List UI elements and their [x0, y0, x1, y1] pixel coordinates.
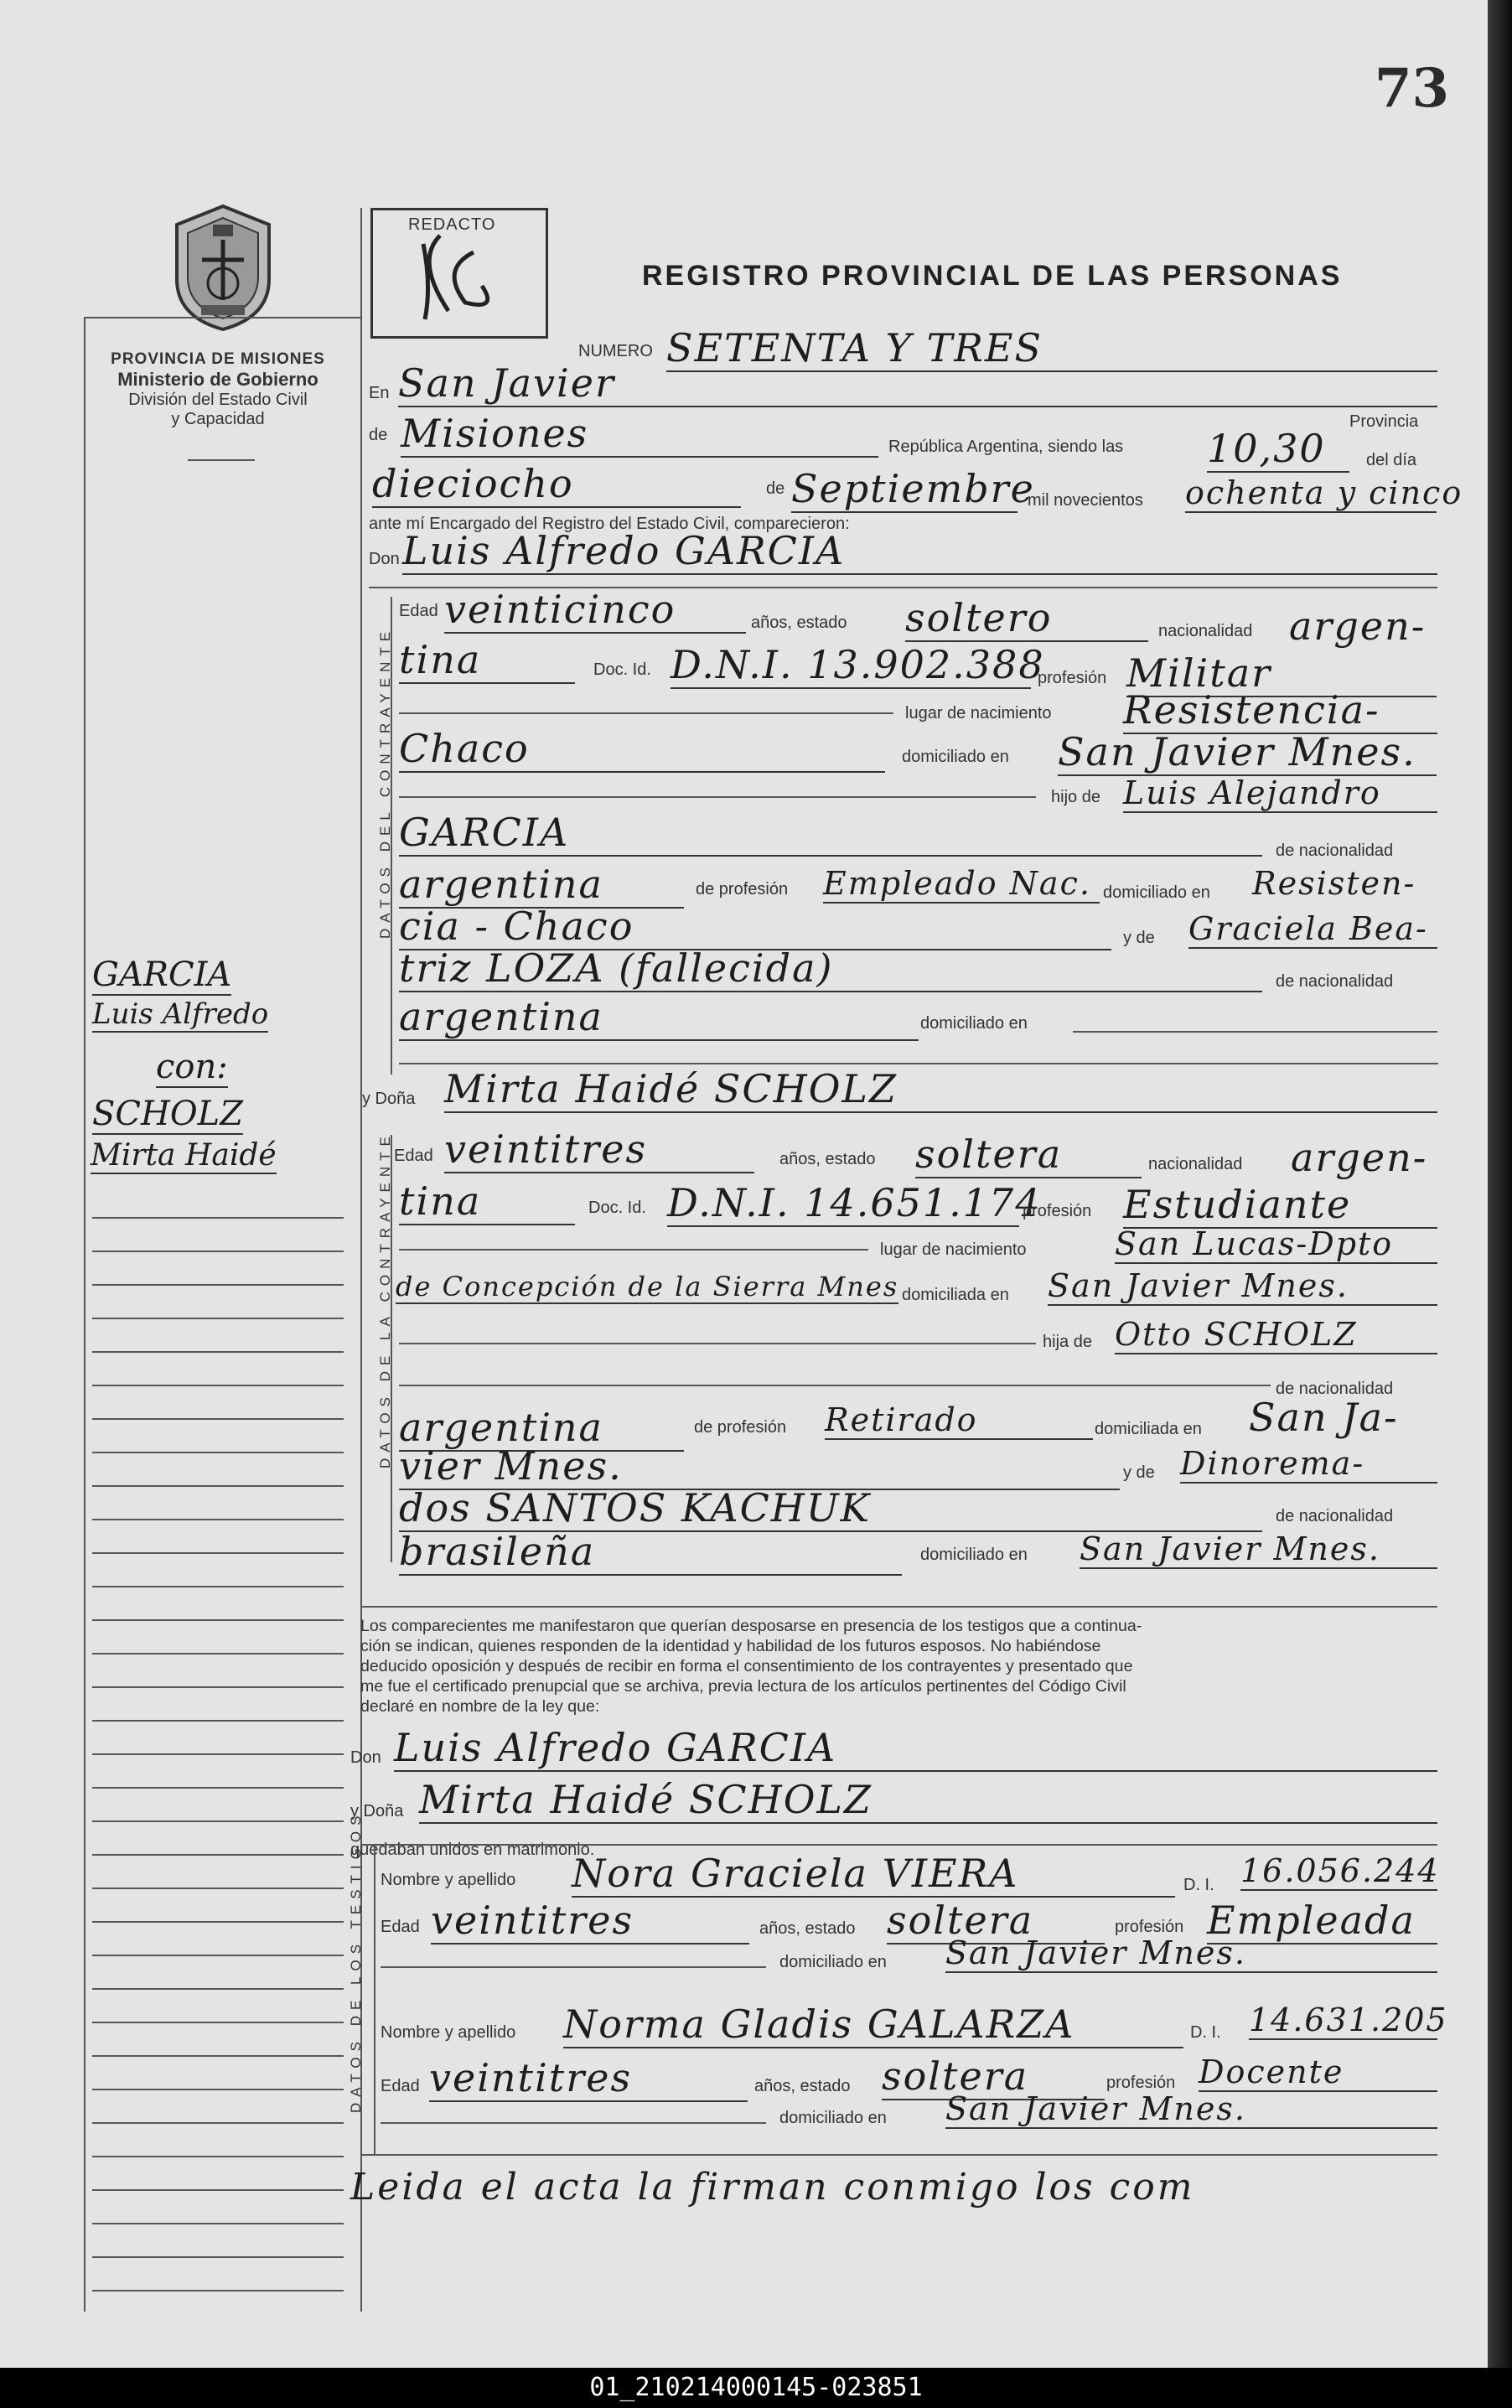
rule [360, 2154, 1437, 2156]
month: Septiembre [791, 466, 1035, 511]
margin-rule [92, 1519, 344, 1520]
margin-rule [92, 1217, 344, 1219]
margin-rule [92, 2055, 344, 2057]
w1-name: Nora Graciela VIERA [572, 1851, 1175, 1898]
dona2-label: y Doña [350, 1802, 404, 1820]
m-domic-label: domiciliado en [902, 748, 1009, 766]
margin-rule [92, 1686, 344, 1688]
f-domic-label: domiciliada en [902, 1286, 1009, 1304]
f-estado-label: años, estado [779, 1150, 876, 1168]
margin-groom-name: Luis Alfredo [92, 997, 269, 1031]
quedaban-label: quedaban unidos en matrimonio. [350, 1841, 595, 1859]
margin-rule [92, 1452, 344, 1453]
groom-name-2: Luis Alfredo GARCIA [394, 1725, 1437, 1772]
t2-edad-label: Edad [381, 2077, 420, 2095]
en-label: En [369, 384, 390, 402]
w2-id: 14.631.205 [1249, 2001, 1448, 2038]
m-padre-prof-label: de profesión [696, 880, 789, 898]
margin-rule [92, 1787, 344, 1789]
m-birthplace: Resistencia- [1123, 687, 1437, 734]
m-father-cont: GARCIA [399, 810, 1262, 857]
m-padre-dom-label: domiciliado en [1103, 883, 1210, 902]
f-y-de-label: y de [1123, 1463, 1155, 1482]
w2-age: veintitres [429, 2055, 748, 2102]
margin-rule [92, 1820, 344, 1822]
numero-label: NUMERO [578, 342, 653, 360]
margin-rule [92, 2122, 344, 2124]
m-father-profession: Empleado Nac. [823, 865, 1100, 904]
f-prof-label: profesión [1023, 1202, 1092, 1220]
paragraph-line: deducido oposición y después de recibir en forma el consentimiento de los contrayentes y presentado que [360, 1657, 1133, 1675]
m-father: Luis Alejandro [1123, 774, 1437, 813]
m-madre-dom-label: domiciliado en [920, 1014, 1028, 1033]
m-profession: Militar [1126, 650, 1437, 697]
f-mother-nationality: brasileña [399, 1529, 902, 1576]
left-header [84, 350, 352, 429]
t1-prof-label: profesión [1115, 1918, 1184, 1936]
w2-name: Norma Gladis GALARZA [563, 2001, 1183, 2048]
f-father-address-cont: vier Mnes. [399, 1443, 1120, 1490]
margin-rule [92, 1888, 344, 1889]
rule [399, 1385, 1271, 1386]
province-line: PROVINCIA DE MISIONES [111, 350, 325, 368]
ante-label: ante mí Encargado del Registro del Estado Civil, comparecieron: [369, 515, 850, 533]
m-age: veinticinco [444, 587, 746, 634]
redacto-label: REDACTO [408, 215, 496, 234]
groom-name: Luis Alfredo GARCIA [402, 528, 1437, 575]
m-father-nationality: argentina [399, 862, 684, 909]
m-lugar-label: lugar de nacimiento [905, 704, 1052, 722]
paragraph-line: declaré en nombre de la ley que: [360, 1697, 600, 1716]
del-dia-label: del día [1366, 451, 1417, 469]
t2-estado-label: años, estado [754, 2077, 851, 2095]
bride-name: Mirta Haidé SCHOLZ [444, 1066, 1437, 1113]
provincia-label: Provincia [1349, 412, 1419, 431]
rule [381, 1966, 766, 1968]
margin-rule [92, 1351, 344, 1353]
margin-rule [92, 1251, 344, 1252]
f-padre-dom-label: domiciliada en [1095, 1420, 1202, 1438]
f-nac-label: nacionalidad [1148, 1155, 1243, 1173]
f-father-nationality: argentina [399, 1405, 684, 1452]
t2-di-label: D. I. [1190, 2023, 1221, 2042]
margin-rule [92, 1552, 344, 1554]
f-doc-label: Doc. Id. [588, 1199, 646, 1217]
province: Misiones [401, 411, 878, 458]
bride-name-2: Mirta Haidé SCHOLZ [419, 1777, 1437, 1824]
outer-left-border [84, 317, 85, 2312]
w1-status: soltera [887, 1898, 1105, 1945]
rule [399, 1343, 1036, 1344]
m-address: San Javier Mnes. [1058, 729, 1437, 776]
hour: 10,30 [1207, 426, 1349, 473]
w2-address: San Javier Mnes. [945, 2090, 1437, 2129]
year: ochenta y cinco [1185, 474, 1463, 511]
dona-label: y Doña [362, 1090, 416, 1108]
book-edge [1488, 0, 1512, 2368]
margin-rule [92, 2223, 344, 2224]
m-nationality-cont: tina [399, 637, 575, 684]
f-birthplace: San Lucas-Dpto [1115, 1225, 1437, 1264]
margin-rule [92, 1485, 344, 1487]
margin-con: con: [156, 1048, 228, 1086]
t1-dom-label: domiciliado en [779, 1953, 887, 1971]
acta-number: SETENTA Y TRES [666, 325, 1437, 372]
division-line: División del Estado Civil [128, 391, 308, 409]
margin-rule [92, 1921, 344, 1923]
f-age: veintitres [444, 1126, 754, 1173]
f-padre-prof-label: de profesión [694, 1418, 787, 1437]
rule [360, 1606, 1437, 1608]
margin-bride-surname: SCHOLZ [92, 1095, 244, 1133]
don2-label: Don [350, 1748, 381, 1767]
t1-di-label: D. I. [1183, 1876, 1214, 1894]
margin-rule [92, 2089, 344, 2090]
t2-dom-label: domiciliado en [779, 2109, 887, 2127]
margin-rule [92, 1854, 344, 1856]
don-label: Don [369, 550, 400, 568]
groom-data-label: DATOS DEL CONTRAYENTE [377, 625, 393, 939]
page-number: 73 [1375, 57, 1450, 120]
w1-address: San Javier Mnes. [945, 1934, 1437, 1973]
f-father-address: San Ja- [1249, 1395, 1399, 1440]
f-status: soltera [915, 1132, 1142, 1178]
f-lugar-label: lugar de nacimiento [880, 1240, 1027, 1259]
f-profession: Estudiante [1123, 1182, 1437, 1229]
m-mother-cont: triz LOZA (fallecida) [399, 945, 1262, 992]
f-father: Otto SCHOLZ [1115, 1316, 1437, 1354]
margin-bride-name: Mirta Haidé [91, 1138, 277, 1173]
f-madre-dom-label: domiciliado en [920, 1546, 1028, 1564]
w1-id: 16.056.244 [1240, 1852, 1440, 1889]
scan-id: 01_210214000145-023851 [0, 2368, 1512, 2408]
f-padre-nac-label: de nacionalidad [1276, 1380, 1394, 1398]
t2-nombre-label: Nombre y apellido [381, 2023, 516, 2042]
rule [399, 712, 893, 714]
margin-rule [92, 2022, 344, 2023]
f-hija-label: hija de [1043, 1333, 1092, 1351]
margin-rule [92, 2189, 344, 2191]
m-y-de-label: y de [1123, 929, 1155, 947]
header-divider [188, 459, 255, 461]
de-label: de [369, 426, 388, 444]
registry-title: REGISTRO PROVINCIAL DE LAS PERSONAS [642, 260, 1343, 292]
f-birthplace-cont: de Concepción de la Sierra Mnes [396, 1271, 899, 1302]
m-nac-label: nacionalidad [1158, 622, 1253, 640]
margin-rule [92, 2256, 344, 2258]
margin-rule [92, 1586, 344, 1587]
rule [381, 2122, 766, 2124]
m-nationality: argen- [1289, 603, 1427, 649]
margin-rule [92, 1753, 344, 1755]
m-father-address: Resisten- [1252, 865, 1416, 902]
w2-status: soltera [882, 2053, 1105, 2100]
m-doc-label: Doc. Id. [593, 660, 651, 679]
day: dieciocho [372, 461, 741, 508]
declaration-paragraph [360, 1616, 1437, 1717]
margin-rule [92, 1653, 344, 1655]
margin-rule [92, 1385, 344, 1386]
capacity-line: y Capacidad [171, 410, 265, 428]
f-nationality-cont: tina [399, 1178, 575, 1225]
w2-profession: Docente [1199, 2053, 1437, 2092]
f-father-profession: Retirado [825, 1401, 1093, 1440]
w1-age: veintitres [431, 1898, 749, 1945]
margin-rule [92, 1988, 344, 1990]
margin-rule [92, 2290, 344, 2291]
republica-label: República Argentina, siendo las [888, 438, 1124, 456]
m-padre-nac-label: de nacionalidad [1276, 842, 1394, 860]
paragraph-line: me fue el certificado prenupcial que se archiva, previa lectura de los artículos pertinentes del Código Civil [360, 1677, 1126, 1696]
paragraph-line: Los comparecientes me manifestaron que querían desposarse en presencia de los testigos que a continua- [360, 1617, 1142, 1635]
t2-prof-label: profesión [1106, 2074, 1176, 2092]
m-hijo-label: hijo de [1051, 788, 1100, 806]
margin-rule [92, 2156, 344, 2157]
mil-label: mil novecientos [1028, 491, 1143, 510]
m-edad-label: Edad [399, 602, 438, 620]
ministry-line: Ministerio de Gobierno [117, 369, 318, 390]
margin-rule [92, 1955, 344, 1956]
rule [399, 1249, 868, 1251]
m-estado-label: años, estado [751, 614, 847, 632]
bride-data-label: DATOS DE LA CONTRAYENTE [377, 1131, 393, 1468]
f-mother-cont: dos SANTOS KACHUK [399, 1485, 1262, 1532]
m-birthplace-cont: Chaco [399, 726, 885, 773]
rule [399, 1063, 1438, 1064]
rule [360, 1844, 1437, 1846]
f-madre-nac-label: de nacionalidad [1276, 1507, 1394, 1525]
rule [399, 796, 1036, 798]
margin-rule [92, 1619, 344, 1621]
f-mother-address: San Javier Mnes. [1080, 1530, 1437, 1569]
f-edad-label: Edad [394, 1147, 433, 1165]
m-madre-nac-label: de nacionalidad [1276, 972, 1394, 991]
de2-label: de [766, 479, 785, 498]
closing-line: Leida el acta la firman conmigo los com [350, 2166, 1195, 2209]
m-mother: Graciela Bea- [1188, 910, 1437, 949]
witness-data-label: DATOS DE LOS TESTIGOS [348, 1810, 364, 2113]
f-mother: Dinorema- [1180, 1445, 1437, 1484]
initials-signature [373, 210, 541, 328]
margin-rule [92, 1418, 344, 1420]
t1-nombre-label: Nombre y apellido [381, 1871, 516, 1889]
f-document: D.N.I. 14.651.174 [667, 1180, 1042, 1225]
margin-rule [92, 1720, 344, 1722]
m-mother-nationality: argentina [399, 994, 919, 1041]
rule [1073, 1031, 1437, 1033]
m-status: soltero [905, 595, 1148, 642]
w1-profession: Empleada [1207, 1898, 1437, 1945]
t1-edad-label: Edad [381, 1918, 420, 1936]
margin-groom-surname: GARCIA [92, 955, 232, 994]
margin-rule [92, 1284, 344, 1286]
left-top-border [84, 317, 360, 318]
redacto-stamp [370, 208, 548, 339]
witness-block-border [374, 1844, 375, 2154]
f-address: San Javier Mnes. [1048, 1267, 1437, 1306]
m-father-address-cont: cia - Chaco [399, 904, 1111, 950]
city: San Javier [398, 360, 1437, 407]
m-prof-label: profesión [1038, 669, 1107, 687]
m-document: D.N.I. 13.902.388 [671, 642, 1045, 687]
margin-rule [92, 1318, 344, 1319]
f-nationality: argen- [1291, 1135, 1428, 1180]
paragraph-line: ción se indican, quienes responden de la identidad y habilidad de los futuros esposos. No habiéndose [360, 1637, 1101, 1655]
t1-estado-label: años, estado [759, 1919, 856, 1938]
provincial-crest [164, 199, 282, 334]
